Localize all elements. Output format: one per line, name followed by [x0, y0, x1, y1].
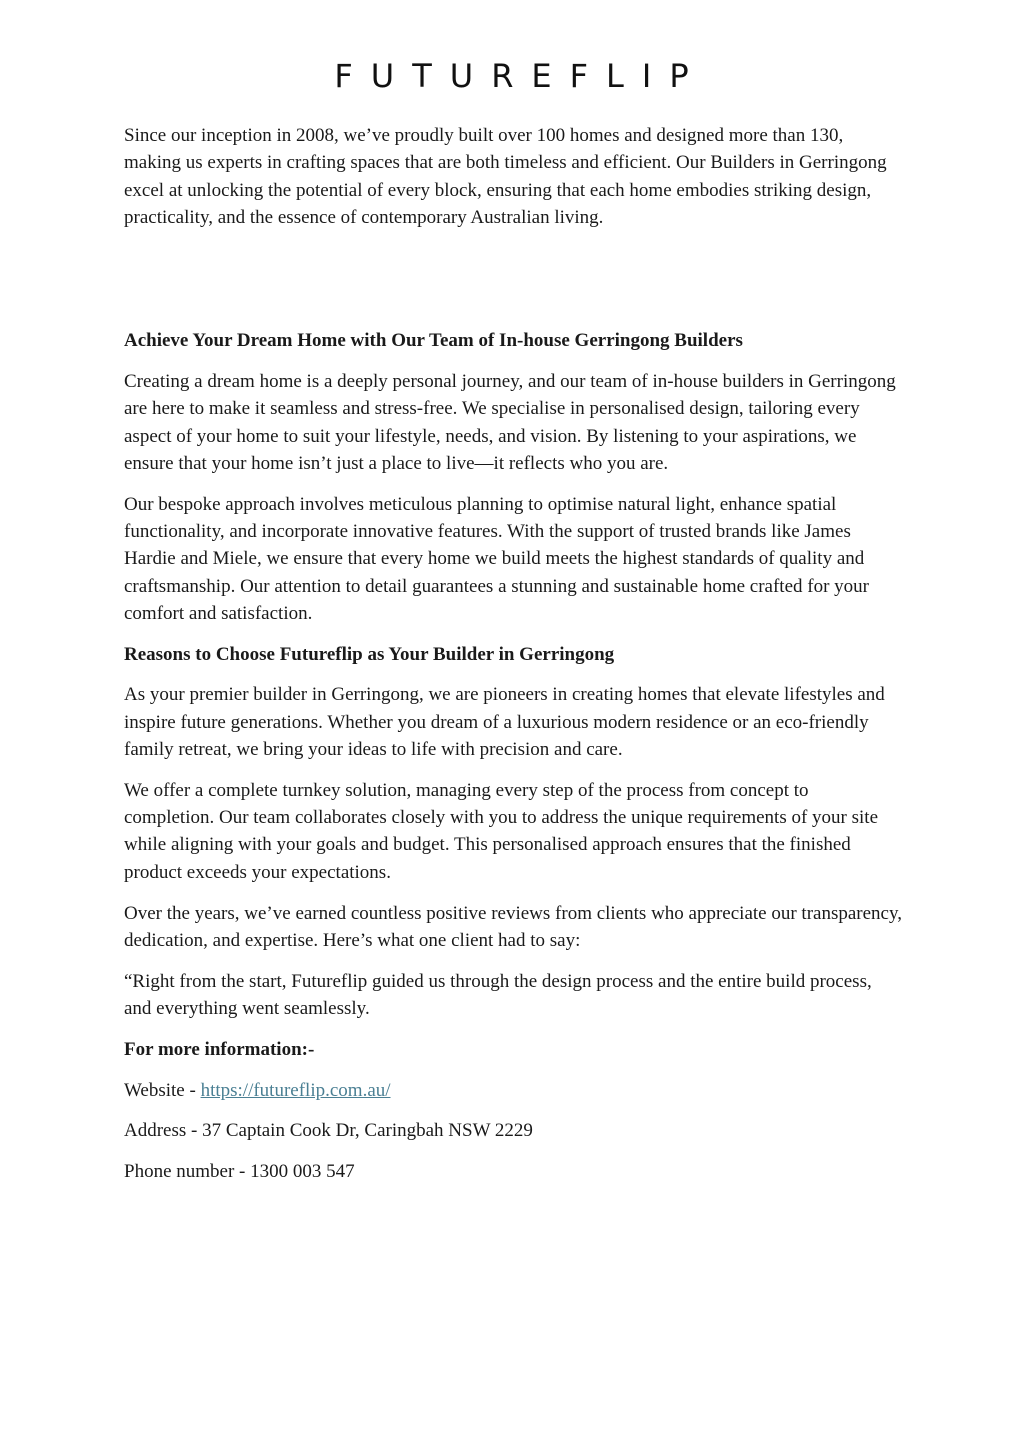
address-line: Address - 37 Captain Cook Dr, Caringbah NSW 2229	[124, 1120, 533, 1142]
client-testimonial: “Right from the start, Futureflip guided us through the design process and the entire build process, and everything went seamlessly.	[124, 970, 872, 1019]
section-heading-dream-home: Achieve Your Dream Home with Our Team of In-house Gerringong Builders	[124, 330, 743, 352]
contact-heading: For more information:-	[124, 1038, 315, 1060]
section-heading-reasons: Reasons to Choose Futureflip as Your Builder in Gerringong	[124, 643, 615, 665]
paragraph-reasons-3: Over the years, we’ve earned countless positive reviews from clients who appreciate our transparency, dedication, and expertise. Here’s what one client had to say:	[124, 902, 902, 951]
phone-line: Phone number - 1300 003 547	[124, 1161, 355, 1183]
website-label: Website -	[124, 1079, 201, 1101]
document-body	[124, 122, 902, 1199]
paragraph-reasons-2: We offer a complete turnkey solution, managing every step of the process from concept to completion. Our team collaborates closely with you to address the unique requirements of your site while aligning with your goals and budget. This personalised approach ensures that the finished product exceeds your expectations.	[124, 779, 878, 883]
brand-logo: FUTUREFLIP	[334, 57, 707, 95]
paragraph-dream-home-1: Creating a dream home is a deeply personal journey, and our team of in-house builders in Gerringong are here to make it seamless and stress-free. We specialise in personalised design, tailoring every aspect of your home to suit your lifestyle, needs, and vision. By listening to your aspirations, we ensure that your home isn’t just a place to live—it reflects who you are.	[124, 370, 896, 474]
paragraph-dream-home-2: Our bespoke approach involves meticulous planning to optimise natural light, enhance spatial functionality, and incorporate innovative features. With the support of trusted brands like James Hardie and Miele, we ensure that every home we build meets the highest standards of quality and craftsmanship. Our attention to detail guarantees a stunning and sustainable home crafted for your comfort and satisfaction.	[124, 493, 869, 624]
website-line	[124, 1077, 902, 1104]
section-spacer	[124, 231, 902, 327]
website-link[interactable]: https://futureflip.com.au/	[200, 1079, 391, 1101]
paragraph-reasons-1: As your premier builder in Gerringong, we are pioneers in creating homes that elevate lifestyles and inspire future generations. Whether you dream of a luxurious modern residence or an eco-friendly family retreat, we bring your ideas to life with precision and care.	[124, 684, 885, 761]
intro-paragraph: Since our inception in 2008, we’ve proudly built over 100 homes and designed more than 130, making us experts in crafting spaces that are both timeless and efficient. Our Builders in Gerringong excel at unlocking the potential of every block, ensuring that each home embodies striking design, practicality, and the essence of contemporary Australian living.	[124, 125, 887, 228]
